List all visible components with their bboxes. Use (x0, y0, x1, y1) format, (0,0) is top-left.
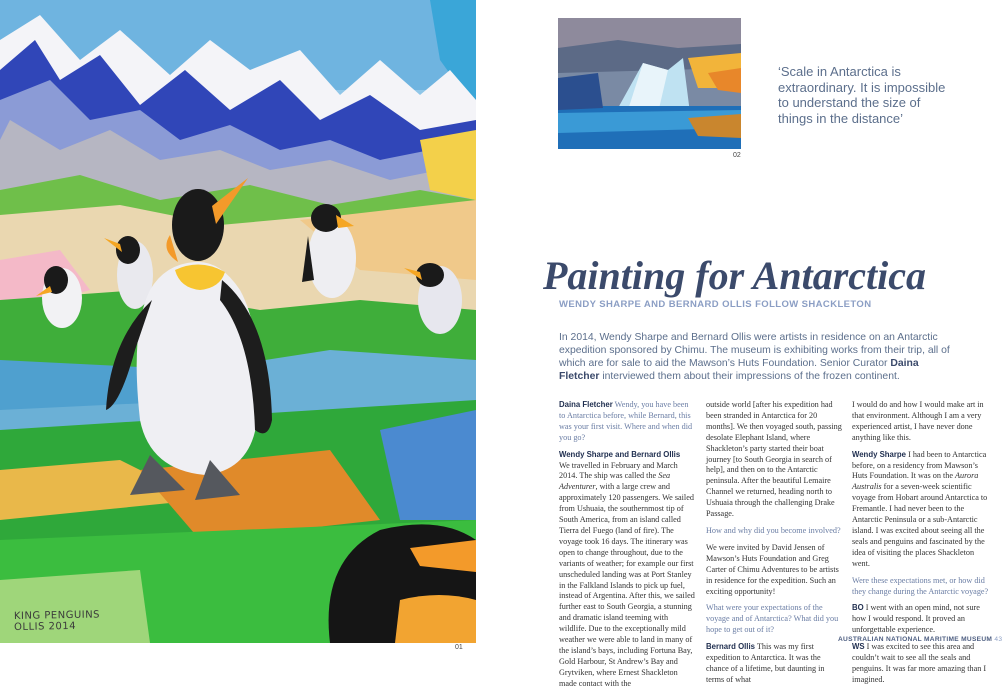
article-subtitle: WENDY SHARPE AND BERNARD OLLIS FOLLOW SHACKLETON (559, 299, 872, 310)
iceberg-painting-icon (558, 18, 741, 149)
a4-text-after-ship: for a seven-week scientific voyage from Hobart around Antarctica to Fremantle. I had never been to the Antarctic Peninsula or a sub-Antarctic island. I was excited about seeing all the seals and penguins and fascinated by the idea of visiting the places Shackleton went. (852, 482, 988, 568)
a4-ship-name: Aurora Australis (852, 471, 979, 492)
figure-number-thumb: 02 (733, 152, 741, 159)
question-4: Were these expectations met, or how did they change during the Antarctic voyage? (852, 575, 989, 596)
answer-3 (706, 642, 843, 686)
a1-text-after-ship: , with a large crew and approximately 120 passengers. We sailed from Ushuaia, the southernmost tip of South America, from an island called Tierra del Fuego (land of fire). The voyage took 16 days. The itinerary was open to change throughout, due to the variants of weather; for example our first unscheduled landing was at Port Stanley in the Falkland Islands to pick up fuel, instead of Argentina. After this, we sailed further east to South Georgia, a stunning and dramatic island teeming with wildlife. Due to the exceptionally mild weather we were able to land in many of the island’s bays, including Fortuna Bay, Gold Harbour, St Andrew’s Bay and Grytviken, where Ernest Shackleton made contact with the (559, 482, 695, 688)
iceberg-painting-thumbnail (558, 18, 741, 149)
intro-name: Daina Fletcher (559, 358, 919, 382)
painting-signature (14, 609, 124, 633)
intro-lead: In 2014, Wendy Sharpe and Bernard Ollis were artists in residence on an Antarctic expedition sponsored by Chimu. The museum is exhibiting works from their trip, all of which are for sale to aid the Mawson’s Huts Foundation. Senior Curator (559, 332, 950, 369)
q1-speaker: Daina Fletcher (559, 400, 613, 409)
a3-text: This was my first expedition to Antarctica. It was the chance of a lifetime, but daunting in terms of what (706, 642, 825, 684)
question-2: How and why did you become involved? (706, 525, 841, 535)
question-3: What were your expectations of the voyage and of Antarctica? What did you hope to get out of it? (706, 603, 839, 635)
article-column-2 (706, 400, 843, 686)
a1-ship-name: Sea Adventurer (559, 471, 671, 492)
answer-3-continued: I would do and how I would make art in that environment. Although I am a very experienced artist, I have never done anything like this. (852, 400, 984, 442)
a4-text-before-ship: I had been to Antarctica before, on a residency from Mawson’s Huts Foundation. It was on the (852, 449, 987, 481)
article-title: Painting for Antarctica (543, 253, 927, 298)
signature-line-1: KING PENGUINS (13, 609, 101, 622)
answer-1-speaker-line (559, 450, 696, 461)
a6-text: I was excited to see this area and couldn’t wait to see all the seals and penguins. It was far more amazing than I imagined. (852, 642, 987, 684)
answer-6 (852, 642, 989, 686)
pull-quote: ‘Scale in Antarctica is extraordinary. It is impossible to understand the size of things in the distance’ (778, 64, 946, 126)
intro-tail: interviewed them about their impressions of the frozen continent. (602, 371, 900, 382)
answer-2: We were invited by David Jensen of Mawson’s Huts Foundation and Greg Carter of Chimu Adventures to be artists in residence for the expedition. Such an exciting opportunity! (706, 542, 839, 596)
a3-speaker: Bernard Ollis (706, 642, 755, 652)
article-column-1 (559, 400, 696, 690)
figure-number-left: 01 (455, 644, 463, 651)
a6-speaker: WS (852, 642, 865, 652)
answer-1 (559, 461, 696, 690)
answer-4 (852, 450, 989, 570)
page-footer (838, 636, 1002, 643)
article-intro (559, 331, 959, 383)
publication-name: AUSTRALIAN NATIONAL MARITIME MUSEUM (838, 636, 993, 643)
penguin-painting-icon (0, 0, 476, 643)
a4-speaker: Wendy Sharpe (852, 449, 907, 459)
a5-speaker: BO (852, 603, 864, 613)
a1-text-before-ship: We travelled in February and March 2014. The ship was called the (559, 460, 678, 481)
question-1 (559, 400, 696, 444)
penguin-painting (0, 0, 476, 643)
answer-1-continued: outside world [after his expedition had been stranded in Antarctica for 20 months]. We then voyaged south, passing desolate Elephant Island, where Shackleton’s party started their boat journey [to South Georgia in search of help], and then on to the Antarctic peninsula. After the beautiful Lemaire Channel we returned, heading north to Ushuaia through the challenging Drake Passage. (706, 400, 842, 519)
page-number: 43 (994, 636, 1002, 643)
a1-speaker: Wendy Sharpe and Bernard Ollis (559, 449, 681, 459)
signature-line-2: OLLIS 2014 (14, 620, 77, 633)
a5-text: I went with an open mind, not sure how I would respond. It proved an unforgettable experience. (852, 603, 980, 635)
q1-text: Wendy, you have been to Antarctica before, while Bernard, this was your first visit. Where and when did you go? (559, 400, 693, 442)
answer-5 (852, 603, 989, 636)
